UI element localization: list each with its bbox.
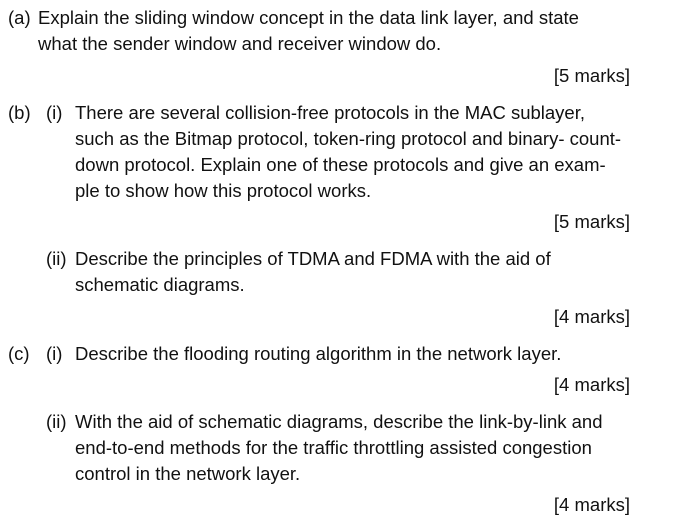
question-a-label: (a) xyxy=(8,7,31,28)
question-b-ii-marks: [4 marks] xyxy=(553,306,630,327)
question-b-i-text-line-4: ple to show how this protocol works. xyxy=(75,180,372,201)
question-b-i-marks: [5 marks] xyxy=(553,211,630,232)
question-c-ii-label: (ii) xyxy=(46,411,67,432)
question-c-ii-marks: [4 marks] xyxy=(553,494,630,515)
question-c-ii-text-line-1: With the aid of schematic diagrams, describe the link-by-link and xyxy=(75,411,603,432)
question-b-ii-text-line-1: Describe the principles of TDMA and FDMA with the aid of xyxy=(75,248,551,269)
question-c-ii-text-line-2: end-to-end methods for the traffic throttling assisted congestion xyxy=(75,437,592,458)
question-a-marks: [5 marks] xyxy=(553,65,630,86)
question-b-i-text-line-2: such as the Bitmap protocol, token-ring protocol and binary- count- xyxy=(75,128,622,149)
question-c-ii-text-line-3: control in the network layer. xyxy=(75,463,301,484)
question-b-ii-text-line-2: schematic diagrams. xyxy=(75,274,245,295)
question-b-i-label: (i) xyxy=(46,102,63,123)
question-c-i-text-line-1: Describe the flooding routing algorithm in the network layer. xyxy=(75,343,562,364)
question-a-text-line-2: what the sender window and receiver window do. xyxy=(38,33,442,54)
question-b-i-text-line-3: down protocol. Explain one of these protocols and give an exam- xyxy=(75,154,606,175)
question-c-i-label: (i) xyxy=(46,343,63,364)
question-b-label: (b) xyxy=(8,102,31,123)
question-a-text-line-1: Explain the sliding window concept in the data link layer, and state xyxy=(38,7,579,28)
question-b-ii-label: (ii) xyxy=(46,248,67,269)
question-b-i-text-line-1: There are several collision-free protocols in the MAC sublayer, xyxy=(75,102,586,123)
question-c-i-marks: [4 marks] xyxy=(553,374,630,395)
question-c-label: (c) xyxy=(8,343,30,364)
